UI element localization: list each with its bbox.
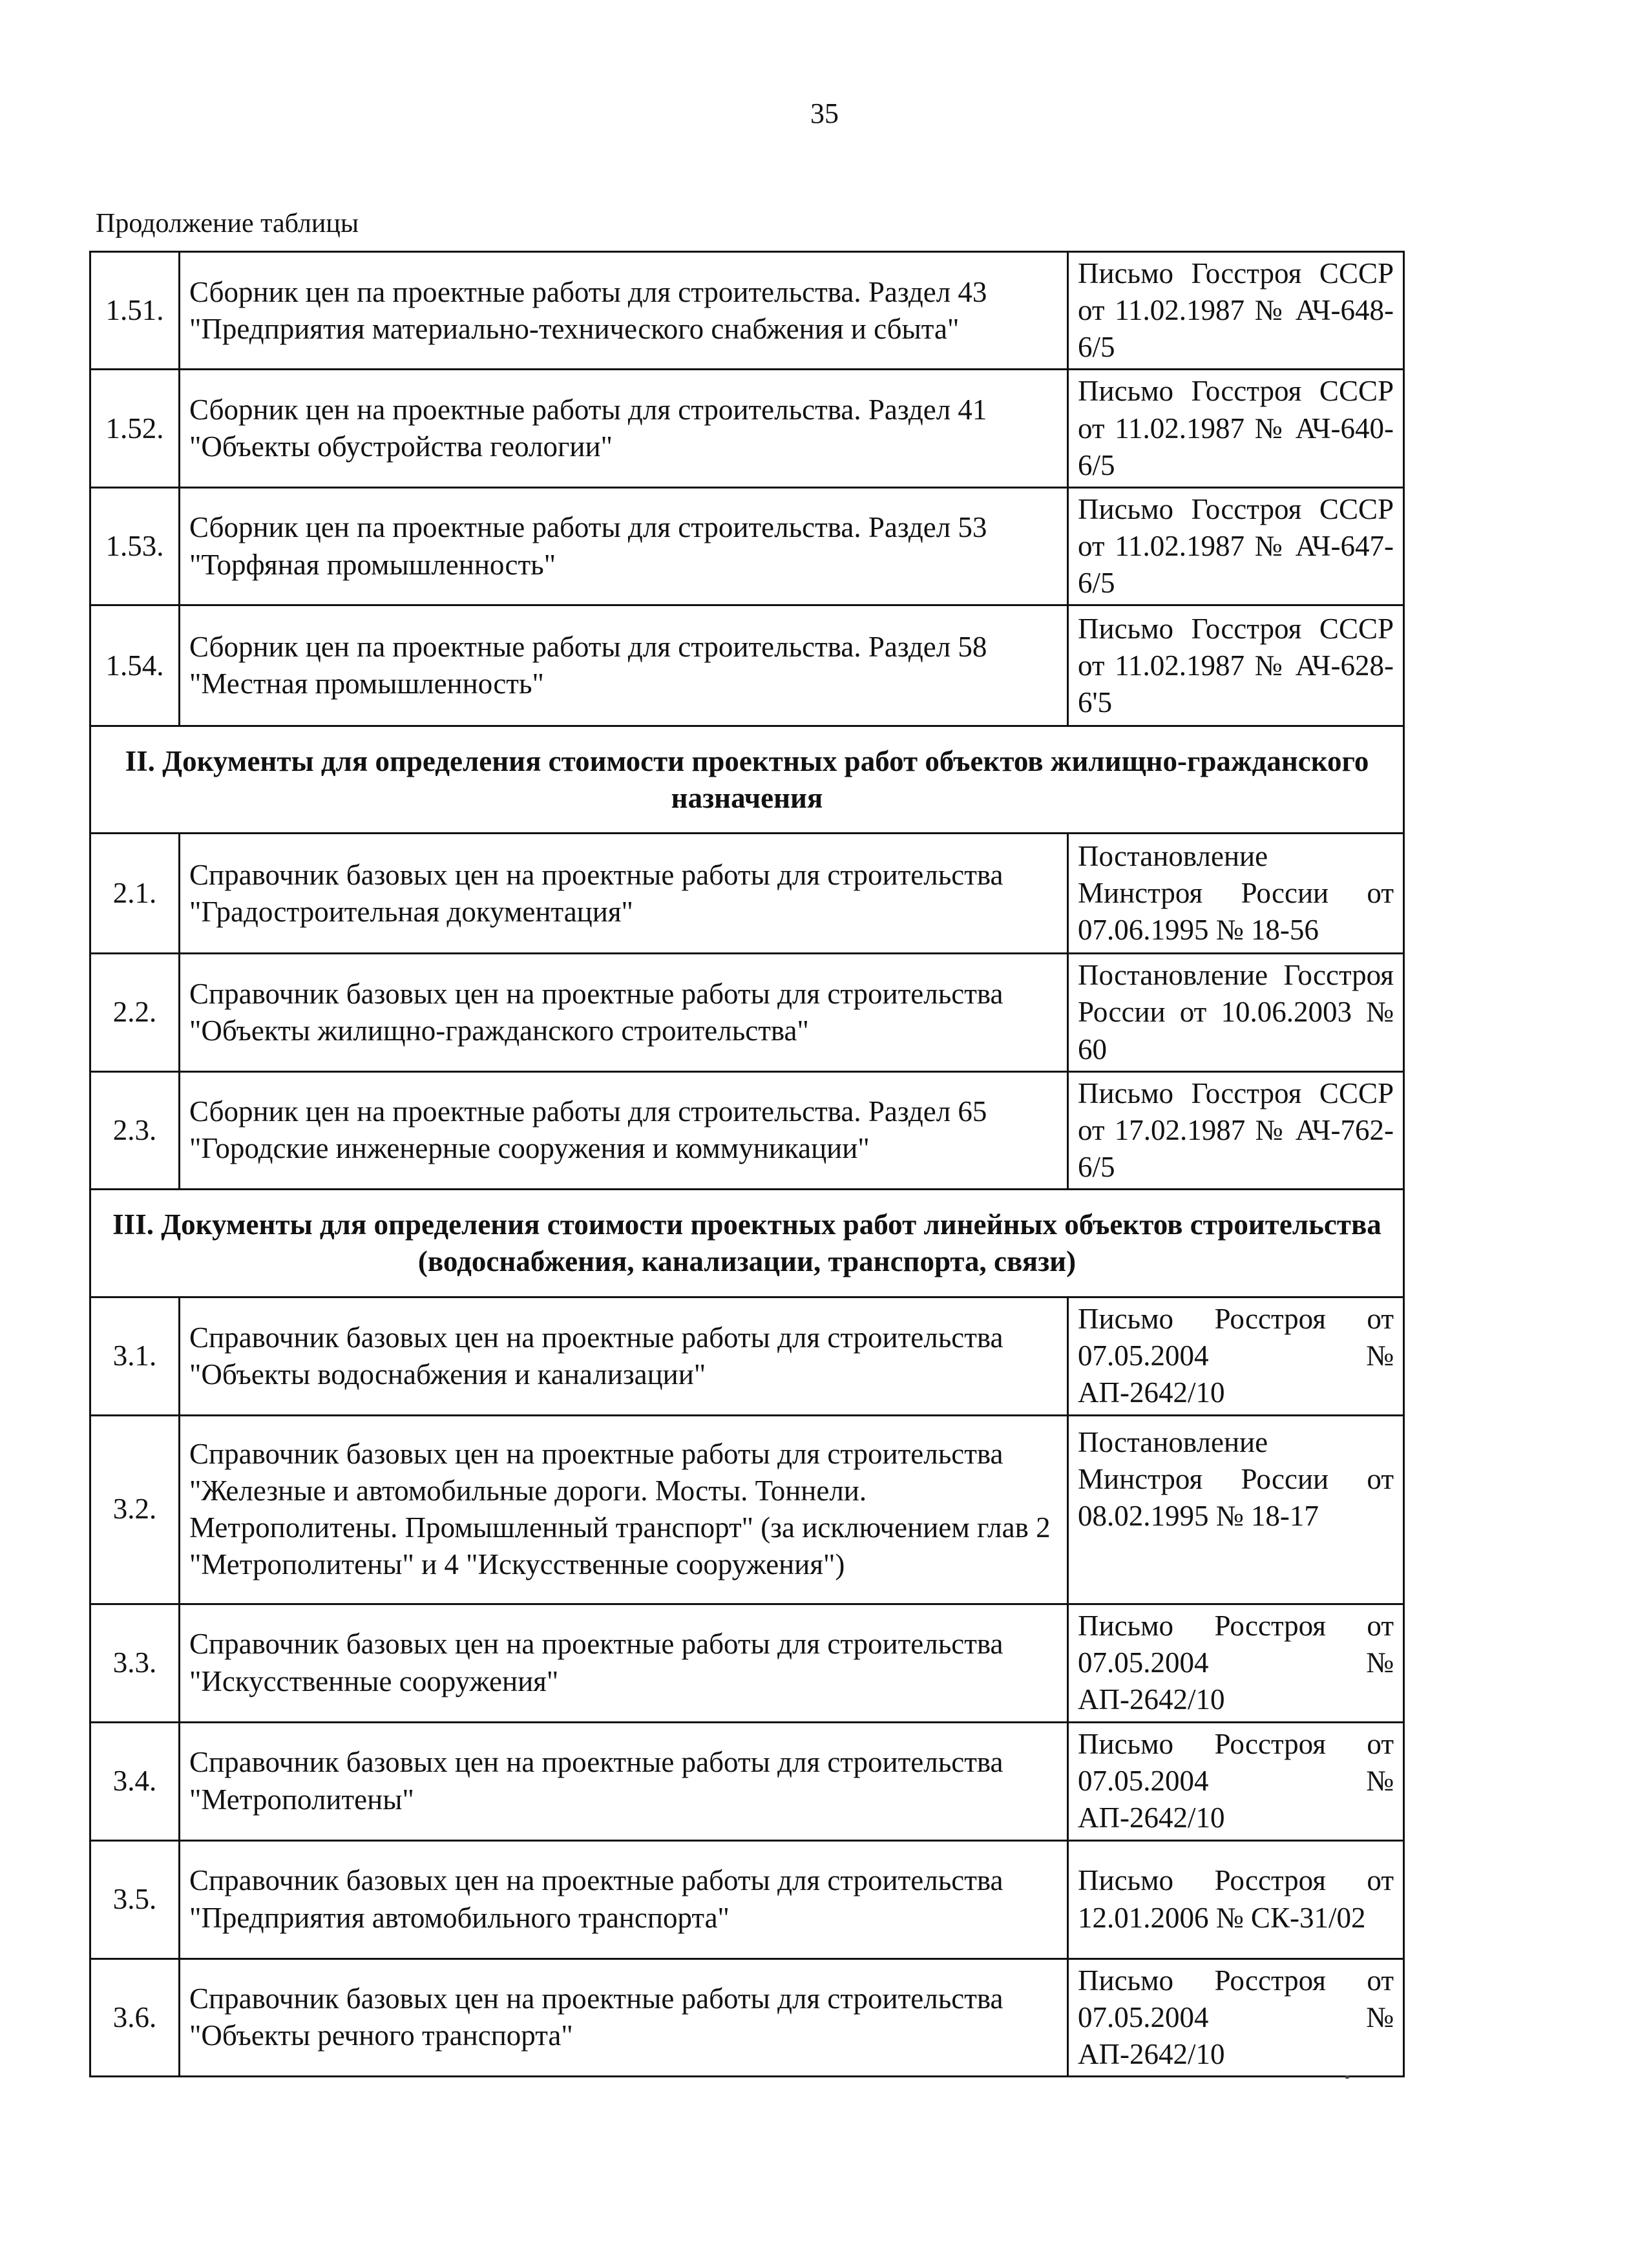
item-number: 3.3. <box>90 1604 180 1722</box>
table-row <box>90 605 1404 726</box>
item-title: Справочник базовых цен на проектные работы для строительства "Объекты жилищно-гражданского строительства" <box>180 954 1068 1071</box>
item-title: Справочник базовых цен на проектные работы для строительства "Градостроительная документация" <box>180 834 1068 954</box>
section-heading: III. Документы для определения стоимости проектных работ линейных объектов строительства (водоснабжения, канализации, транспорта, связи) <box>90 1190 1404 1297</box>
item-number: 3.5. <box>90 1840 180 1958</box>
item-title: Справочник базовых цен на проектные работы для строительства "Метрополитены" <box>180 1722 1068 1840</box>
table-row <box>90 1722 1404 1840</box>
item-reference: Постановление Минстроя России от 08.02.1995 № 18-17 <box>1068 1415 1404 1604</box>
item-reference: Письмо Госстроя СССР от 11.02.1987 № АЧ-648-6/5 <box>1068 252 1404 370</box>
table-row <box>90 370 1404 487</box>
item-reference: Письмо Росстроя от 12.01.2006 № СК-31/02 <box>1068 1840 1404 1958</box>
table-row <box>90 1604 1404 1722</box>
item-title: Сборник цен па проектные работы для строительства. Раздел 43 "Предприятия материально-технического снабжения и сбыта" <box>180 252 1068 370</box>
item-title: Справочник базовых цен на проектные работы для строительства "Предприятия автомобильного транспорта" <box>180 1840 1068 1958</box>
table-row <box>90 1415 1404 1604</box>
item-number: 1.52. <box>90 370 180 487</box>
item-title: Сборник цен на проектные работы для строительства. Раздел 65 "Городские инженерные сооружения и коммуникации" <box>180 1071 1068 1189</box>
item-title: Сборник цен па проектные работы для строительства. Раздел 53 "Торфяная промышленность" <box>180 487 1068 605</box>
table-caption: Продолжение таблицы <box>96 209 359 238</box>
item-number: 2.3. <box>90 1071 180 1189</box>
item-title: Справочник базовых цен на проектные работы для строительства "Искусственные сооружения" <box>180 1604 1068 1722</box>
item-number: 3.6. <box>90 1958 180 2076</box>
table-row <box>90 834 1404 954</box>
scan-speck <box>1345 2075 1349 2079</box>
item-number: 1.54. <box>90 605 180 726</box>
item-reference: Письмо Росстроя от 07.05.2004 № АП-2642/10 <box>1068 1958 1404 2076</box>
section-header-row <box>90 726 1404 834</box>
item-number: 3.2. <box>90 1415 180 1604</box>
table-row <box>90 252 1404 370</box>
item-title: Справочник базовых цен на проектные работы для строительства "Объекты речного транспорта" <box>180 1958 1068 2076</box>
table-row <box>90 954 1404 1071</box>
item-reference: Письмо Росстроя от 07.05.2004 № АП-2642/10 <box>1068 1722 1404 1840</box>
item-reference: Постановление Госстроя России от 10.06.2003 № 60 <box>1068 954 1404 1071</box>
item-title: Справочник базовых цен на проектные работы для строительства "Объекты водоснабжения и канализации" <box>180 1297 1068 1415</box>
item-number: 1.53. <box>90 487 180 605</box>
item-reference: Письмо Госстроя СССР от 17.02.1987 № АЧ-762-6/5 <box>1068 1071 1404 1189</box>
documents-table <box>89 251 1405 2077</box>
item-title: Сборник цен на проектные работы для строительства. Раздел 41 "Объекты обустройства геологии" <box>180 370 1068 487</box>
table-row <box>90 487 1404 605</box>
item-number: 3.1. <box>90 1297 180 1415</box>
table-row <box>90 1840 1404 1958</box>
item-reference: Письмо Росстроя от 07.05.2004 № АП-2642/10 <box>1068 1604 1404 1722</box>
item-number: 3.4. <box>90 1722 180 1840</box>
item-number: 2.1. <box>90 834 180 954</box>
item-reference: Письмо Росстроя от 07.05.2004 № АП-2642/10 <box>1068 1297 1404 1415</box>
item-title: Сборник цен па проектные работы для строительства. Раздел 58 "Местная промышленность" <box>180 605 1068 726</box>
table-row <box>90 1071 1404 1189</box>
section-heading: II. Документы для определения стоимости проектных работ объектов жилищно-гражданского назначения <box>90 726 1404 834</box>
page-number: 35 <box>810 98 839 129</box>
item-title: Справочник базовых цен на проектные работы для строительства "Железные и автомобильные дороги. Мосты. Тоннели. Метрополитены. Промышленный транспорт" (за исключением глав 2 "Метрополитены" и 4 "Искусственные сооружения") <box>180 1415 1068 1604</box>
item-reference: Письмо Госстроя СССР от 11.02.1987 № АЧ-640-6/5 <box>1068 370 1404 487</box>
item-number: 2.2. <box>90 954 180 1071</box>
item-reference: Постановление Минстроя России от 07.06.1995 № 18-56 <box>1068 834 1404 954</box>
section-header-row <box>90 1190 1404 1297</box>
item-reference: Письмо Госстроя СССР от 11.02.1987 № АЧ-647-6/5 <box>1068 487 1404 605</box>
item-number: 1.51. <box>90 252 180 370</box>
table-row <box>90 1958 1404 2076</box>
item-reference: Письмо Госстроя СССР от 11.02.1987 № АЧ-628-6'5 <box>1068 605 1404 726</box>
table-row <box>90 1297 1404 1415</box>
